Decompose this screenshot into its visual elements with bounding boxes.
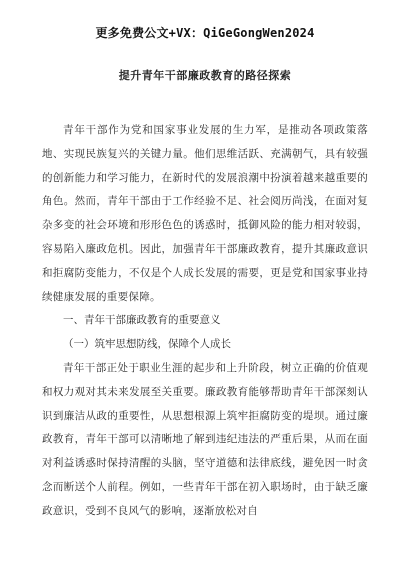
promo-banner: 更多免费公文+VX：QiGeGongWen2024 [95, 26, 315, 40]
subsection-heading: （一）筑牢思想防线，保障个人成长 [63, 338, 231, 351]
section-heading: 一、青年干部廉政教育的重要意义 [63, 314, 221, 327]
body-paragraph: 青年干部正处于职业生涯的起步和上升阶段，树立正确的价值观和权力观对其未来发展至关重要。廉政教育能够帮助青年干部深刻认识到廉洁从政的重要性，从思想根源上筑牢拒腐防变的堤坝。通过廉政教育，青年干部可以清晰地了解到违纪违法的严重后果，从而在面对利益诱惑时保持清醒的头脑，坚守道德和法律底线，避免因一时贪念而断送个人前程。例如，一些青年干部在初入职场时，由于缺乏廉政意识，受到不良风气的影响，逐渐放松对自 [42, 361, 368, 517]
intro-paragraph: 青年干部作为党和国家事业发展的生力军，是推动各项政策落地、实现民族复兴的关键力量。他们思维活跃、充满朝气，具有较强的创新能力和学习能力，在新时代的发展浪潮中扮演着越来越重要的角色。然而，青年干部由于工作经验不足、社会阅历尚浅，在面对复杂多变的社会环境和形形色色的诱惑时，抵御风险的能力相对较弱，容易陷入廉政危机。因此，加强青年干部廉政教育，提升其廉政意识和拒腐防变能力，不仅是个人成长发展的需要，更是党和国家事业持续健康发展的重要保障。 [42, 124, 368, 303]
document-title: 提升青年干部廉政教育的路径探索 [118, 69, 292, 82]
